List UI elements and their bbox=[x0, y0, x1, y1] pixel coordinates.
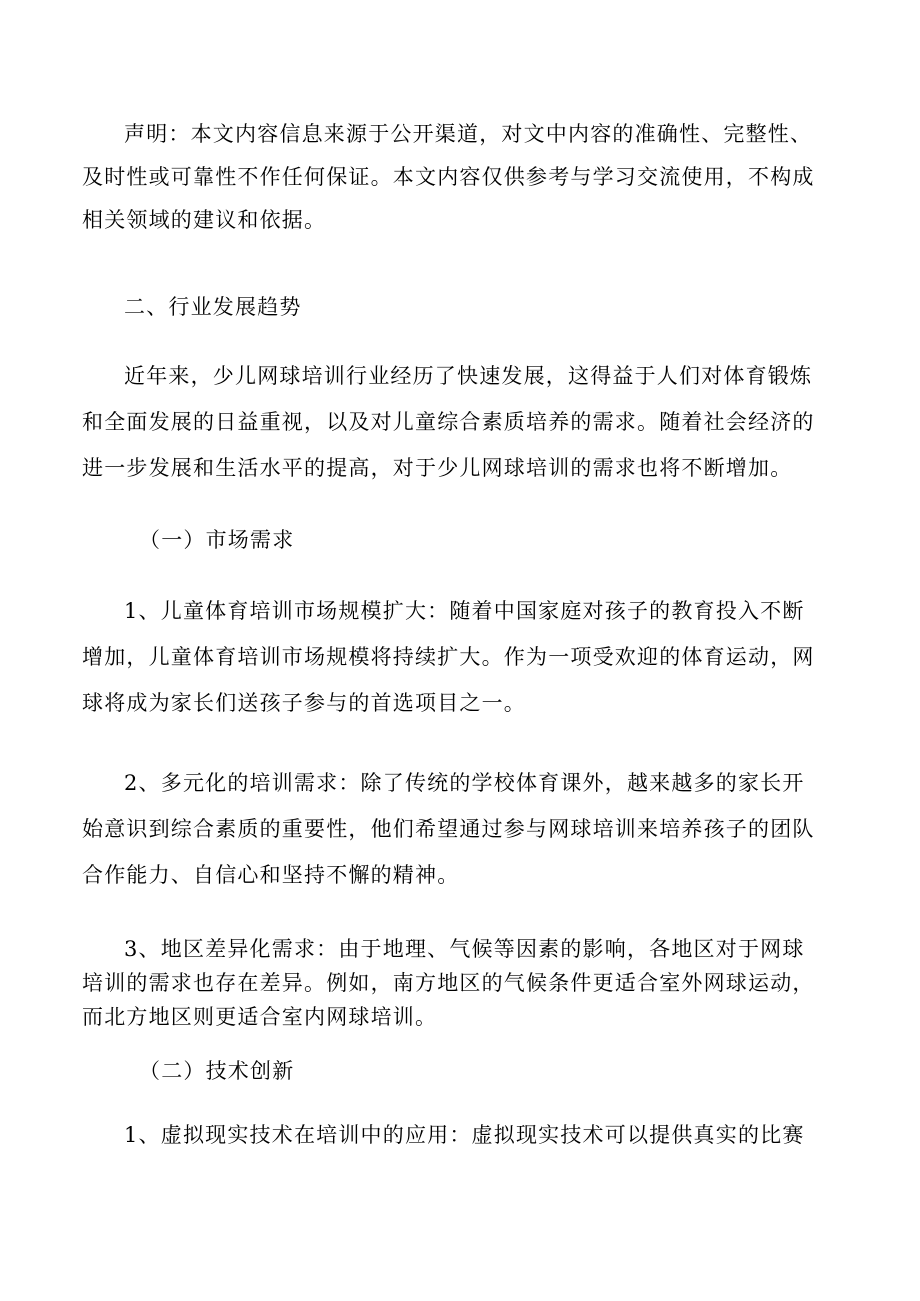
subsection-heading-tech bbox=[82, 1056, 852, 1086]
paragraph-line: 培训的需求也存在差异。例如，南方地区的气候条件更适合室外网球运动， bbox=[82, 971, 815, 995]
paragraph-line: 和全面发展的日益重视，以及对儿童综合素质培养的需求。随着社会经济的 bbox=[82, 410, 815, 434]
tech-item-1 bbox=[82, 1120, 852, 1150]
paragraph-line: 相关领域的建议和依据。 bbox=[82, 208, 327, 232]
paragraph-line: 1、虚拟现实技术在培训中的应用：虚拟现实技术可以提供真实的比赛 bbox=[124, 1123, 805, 1147]
market-item-2 bbox=[82, 760, 852, 898]
paragraph-line: 2、多元化的培训需求：除了传统的学校体育课外，越来越多的家长开 bbox=[124, 771, 805, 795]
paragraph-line: 球将成为家长们送孩子参与的首选项目之一。 bbox=[82, 691, 526, 715]
heading-text: （二）技术创新 bbox=[139, 1059, 295, 1083]
heading-text: （一）市场需求 bbox=[139, 528, 295, 552]
paragraph-line: 始意识到综合素质的重要性，他们希望通过参与网球培训来培养孩子的团队 bbox=[82, 817, 815, 841]
paragraph-line: 进一步发展和生活水平的提高，对于少儿网球培训的需求也将不断增加。 bbox=[82, 456, 793, 480]
market-item-1 bbox=[82, 588, 852, 726]
intro-paragraph bbox=[82, 353, 852, 491]
paragraph-line: 而北方地区则更适合室内网球培训。 bbox=[82, 1005, 438, 1029]
market-item-3 bbox=[82, 932, 852, 1034]
heading-text: 二、行业发展趋势 bbox=[124, 295, 302, 319]
paragraph-line: 声明：本文内容信息来源于公开渠道，对文中内容的准确性、完整性、 bbox=[124, 122, 813, 146]
paragraph-line: 合作能力、自信心和坚持不懈的精神。 bbox=[82, 863, 460, 887]
section-heading-trend bbox=[82, 292, 852, 322]
paragraph-line: 增加，儿童体育培训市场规模将持续扩大。作为一项受欢迎的体育运动，网 bbox=[82, 645, 815, 669]
paragraph-line: 近年来，少儿网球培训行业经历了快速发展，这得益于人们对体育锻炼 bbox=[124, 364, 813, 388]
paragraph-line: 1、儿童体育培训市场规模扩大：随着中国家庭对孩子的教育投入不断 bbox=[124, 599, 805, 623]
paragraph-line: 及时性或可靠性不作任何保证。本文内容仅供参考与学习交流使用，不构成 bbox=[82, 165, 815, 189]
disclaimer-paragraph bbox=[82, 113, 852, 242]
paragraph-line: 3、地区差异化需求：由于地理、气候等因素的影响，各地区对于网球 bbox=[124, 937, 805, 961]
subsection-heading-market bbox=[82, 525, 852, 555]
